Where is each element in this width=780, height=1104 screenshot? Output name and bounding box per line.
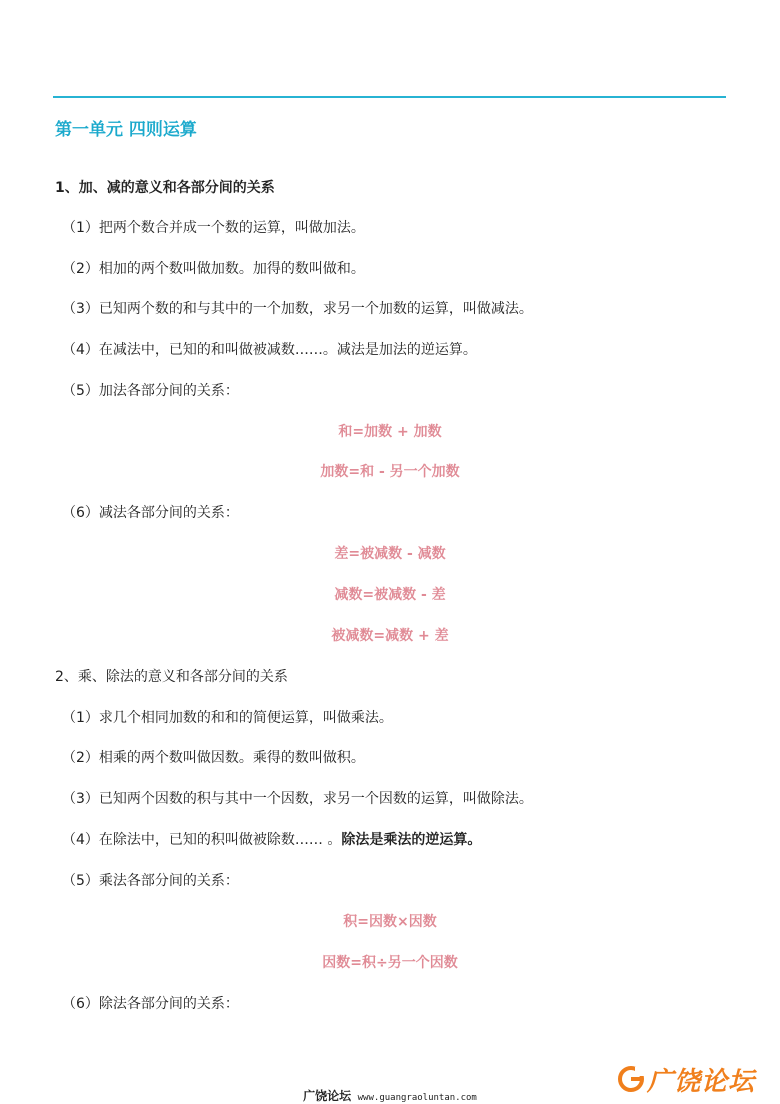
list-item: （6）除法各部分间的关系： [62, 996, 239, 1012]
list-item: （5）加法各部分间的关系： [62, 383, 239, 399]
formula-sub-1: 差=被减数 - 减数 [334, 546, 446, 562]
section-heading-mul-div: 2、乘、除法的意义和各部分间的关系 [55, 669, 288, 685]
footer-url[interactable]: www.guangraoluntan.com [357, 1093, 477, 1103]
list-item: （4）在减法中，已知的和叫做被减数……。减法是加法的逆运算。 [62, 342, 477, 358]
footer-site-name: 广饶论坛 [303, 1089, 352, 1103]
formula-sub-2: 减数=被减数 - 差 [334, 587, 446, 603]
list-item: （6）减法各部分间的关系： [62, 505, 239, 521]
unit-title: 第一单元 四则运算 [55, 120, 197, 140]
formula-add-2: 加数=和 - 另一个加数 [320, 464, 460, 480]
list-item: （1）把两个数合并成一个数的运算，叫做加法。 [62, 220, 365, 236]
logo-text: 广饶论坛 [647, 1066, 756, 1097]
page-footer [0, 1087, 780, 1104]
list-item-text: （4）在除法中，已知的积叫做被除数…… 。 [62, 832, 342, 848]
list-item: （1）求几个相同加数的和和的简便运算，叫做乘法。 [62, 710, 393, 726]
formula-add-1: 和=加数 + 加数 [338, 424, 442, 440]
list-item: （3）已知两个数的和与其中的一个加数，求另一个加数的运算，叫做减法。 [62, 301, 533, 317]
list-item: （3）已知两个因数的积与其中一个因数，求另一个因数的运算，叫做除法。 [62, 791, 533, 807]
section-heading-add-sub: 1、加、减的意义和各部分间的关系 [55, 180, 275, 196]
formula-mul-2: 因数=积÷另一个因数 [322, 955, 458, 971]
list-item: （2）相乘的两个数叫做因数。乘得的数叫做积。 [62, 750, 365, 766]
bold-statement: 除法是乘法的逆运算。 [341, 832, 482, 848]
list-item [62, 829, 481, 849]
formula-mul-1: 积=因数×因数 [343, 914, 437, 930]
list-item: （5）乘法各部分间的关系： [62, 873, 239, 889]
list-item: （2）相加的两个数叫做加数。加得的数叫做和。 [62, 261, 365, 277]
formula-sub-3: 被减数=减数 + 差 [331, 628, 449, 644]
header-rule [53, 96, 726, 98]
